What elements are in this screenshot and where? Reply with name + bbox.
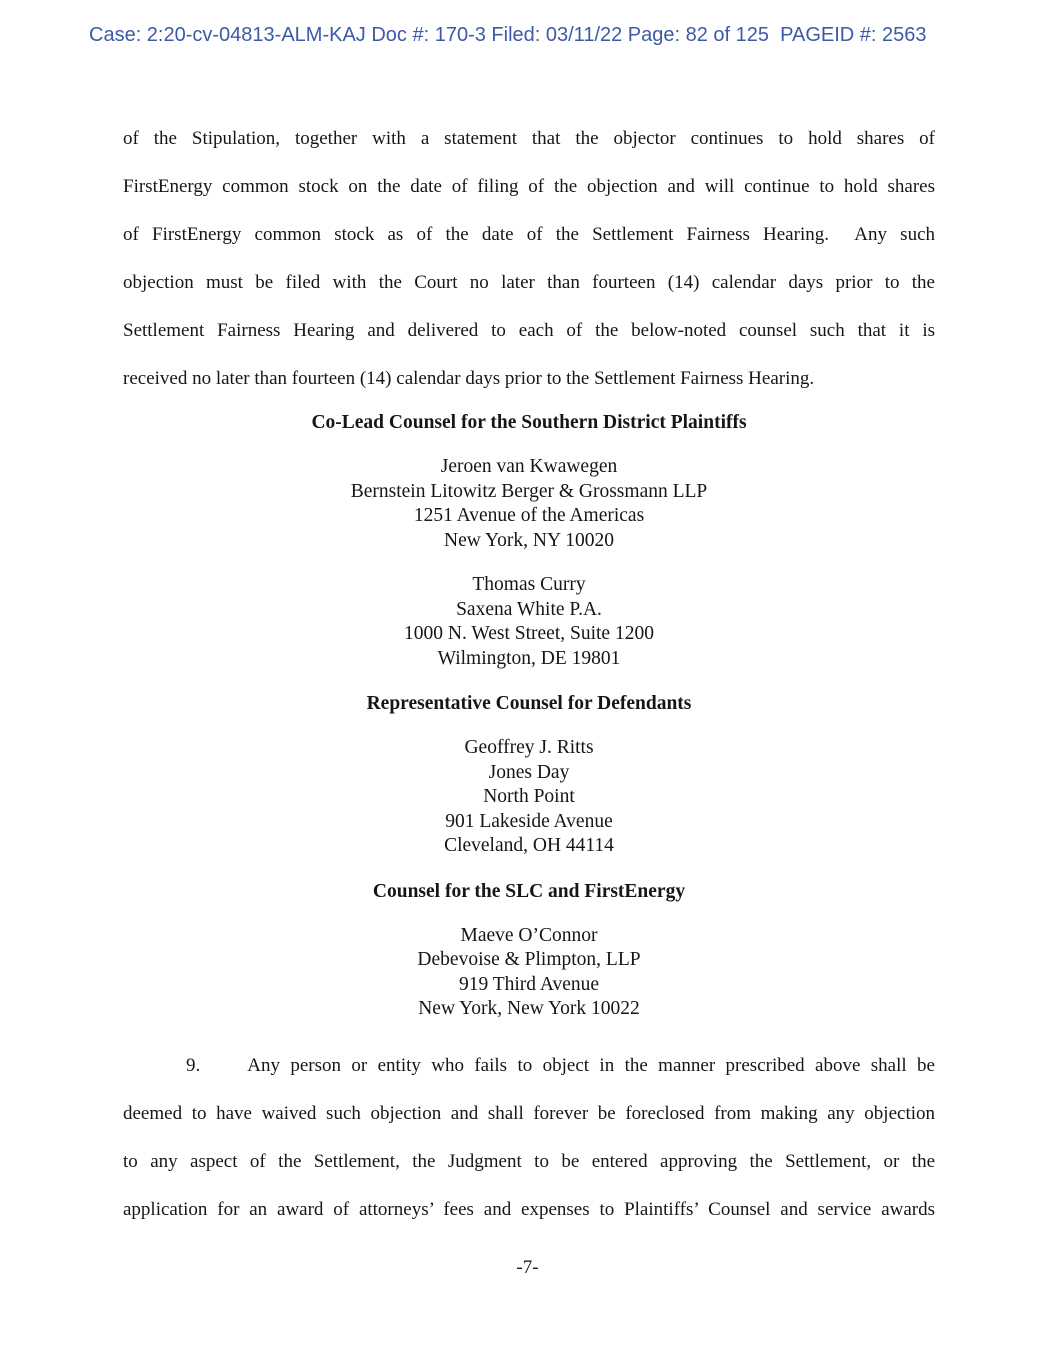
address-line: North Point <box>483 786 575 807</box>
address-block-bernstein <box>123 455 935 553</box>
address-line: 1251 Avenue of the Americas <box>413 505 645 526</box>
address-block-debevoise <box>123 924 935 1022</box>
address-line: Maeve O’Connor <box>460 924 598 946</box>
paragraph-9-waiver <box>123 1042 935 1234</box>
address-line: 919 Third Avenue <box>458 973 600 995</box>
address-block-jones-day <box>123 736 935 859</box>
address-line: Thomas Curry <box>472 574 586 595</box>
text-line: Settlement Fairness Hearing and delivered to each of the below-noted counsel such that it is <box>123 320 935 341</box>
heading-representative-counsel: Representative Counsel for Defendants <box>366 693 692 714</box>
text-line: FirstEnergy common stock on the date of filing of the objection and will continue to hold shares <box>123 176 935 197</box>
address-line: 1000 N. West Street, Suite 1200 <box>404 623 654 644</box>
address-line: Debevoise & Plimpton, LLP <box>417 949 641 970</box>
text-line: application for an award of attorneys’ fees and expenses to Plaintiffs’ Counsel and service awards <box>123 1198 935 1220</box>
address-line: New York, NY 10020 <box>444 529 614 551</box>
counsel-contact-section <box>123 410 935 1022</box>
text-line: received no later than fourteen (14) calendar days prior to the Settlement Fairness Hearing. <box>123 368 815 389</box>
address-line: Geoffrey J. Ritts <box>464 737 594 758</box>
heading-slc-firstenergy-counsel: Counsel for the SLC and FirstEnergy <box>372 880 686 902</box>
address-line: Jones Day <box>488 761 570 783</box>
text-line-segment: Any person or entity who fails to object in the manner prescribed above shall be <box>247 1054 935 1076</box>
document-body <box>123 115 935 1234</box>
address-line: Jeroen van Kwawegen <box>440 456 618 477</box>
text-line: deemed to have waived such objection and shall forever be foreclosed from making any objection <box>123 1102 935 1124</box>
text-line: of FirstEnergy common stock as of the date of the Settlement Fairness Hearing. Any such <box>123 224 935 245</box>
address-block-saxena <box>123 573 935 671</box>
text-line: of the Stipulation, together with a statement that the objector continues to hold shares of <box>123 128 935 149</box>
page-number-footer: -7- <box>516 1257 539 1278</box>
address-line: 901 Lakeside Avenue <box>445 810 613 832</box>
address-line: New York, New York 10022 <box>418 998 640 1019</box>
text-line: objection must be filed with the Court no later than fourteen (14) calendar days prior to the <box>123 272 935 293</box>
address-line: Bernstein Litowitz Berger & Grossmann LLP <box>350 480 708 502</box>
address-line: Cleveland, OH 44114 <box>444 835 614 856</box>
paragraph-stipulation-continuation <box>123 115 935 403</box>
paragraph-number: 9. <box>186 1054 201 1076</box>
heading-co-lead-counsel: Co-Lead Counsel for the Southern District Plaintiffs <box>311 412 747 433</box>
address-line: Wilmington, DE 19801 <box>437 647 621 669</box>
text-line: to any aspect of the Settlement, the Judgment to be entered approving the Settlement, or the <box>123 1150 935 1172</box>
case-caption-header: Case: 2:20-cv-04813-ALM-KAJ Doc #: 170-3 Filed: 03/11/22 Page: 82 of 125 PAGEID #: 2563 <box>89 24 927 46</box>
text-line <box>123 1042 935 1090</box>
address-line: Saxena White P.A. <box>456 598 602 620</box>
